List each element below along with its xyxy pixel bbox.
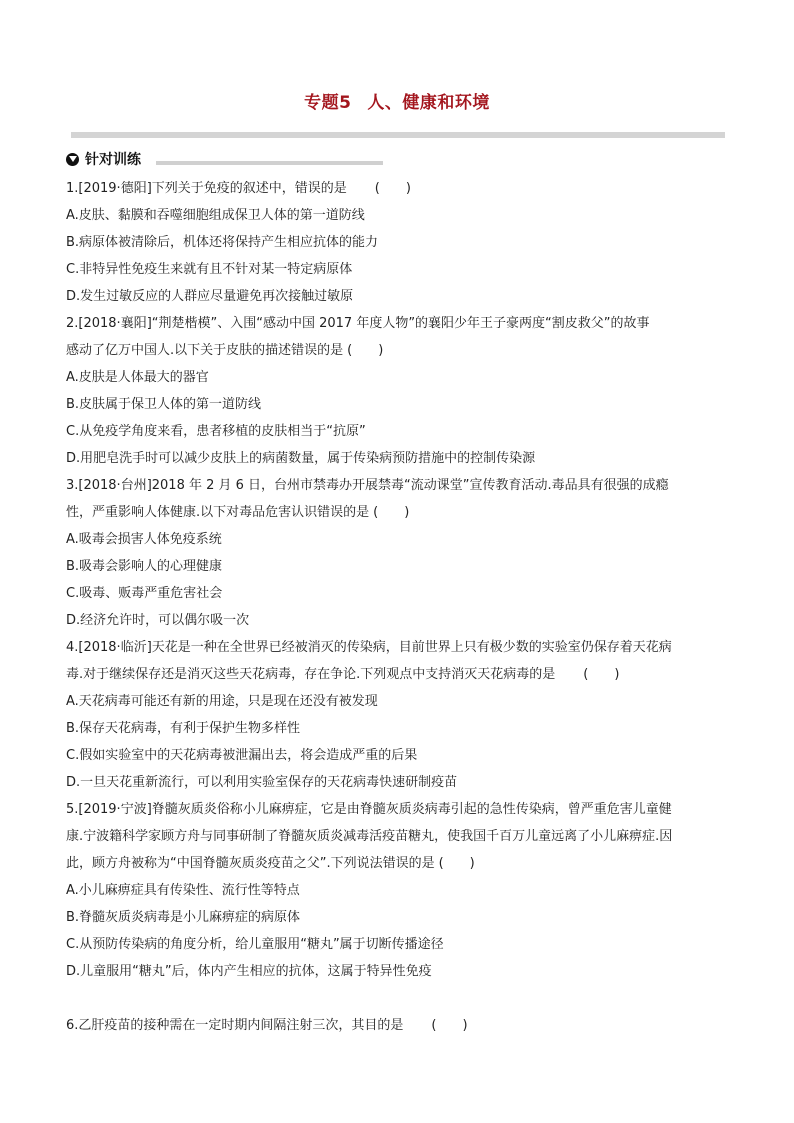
option-a: A.天花病毒可能还有新的用途，只是现在还没有被发现 bbox=[66, 694, 378, 709]
option-d: D.经济允许时，可以偶尔吸一次 bbox=[66, 613, 250, 628]
option-d: D.一旦天花重新流行，可以利用实验室保存的天花病毒快速研制疫苗 bbox=[66, 775, 458, 790]
question-stem: 1.[2019·德阳]下列关于免疫的叙述中，错误的是 ( ) bbox=[66, 181, 411, 196]
question-stem-line: 康.宁波籍科学家顾方舟与同事研制了脊髓灰质炎减毒活疫苗糖丸，使我国千百万儿童远离了小儿麻痹症.因 bbox=[66, 829, 673, 844]
triangle-down-icon bbox=[66, 153, 79, 166]
option-a: A.吸毒会损害人体免疫系统 bbox=[66, 532, 222, 547]
option-a: A.小儿麻痹症具有传染性、流行性等特点 bbox=[66, 883, 300, 898]
option-d: D.儿童服用“糖丸”后，体内产生相应的抗体，这属于特异性免疫 bbox=[66, 964, 432, 979]
option-b: B.保存天花病毒，有利于保护生物多样性 bbox=[66, 721, 301, 736]
option-c: C.非特异性免疫生来就有且不针对某一特定病原体 bbox=[66, 262, 353, 277]
question-4 bbox=[66, 634, 729, 796]
answer-bracket: ( ) bbox=[347, 343, 384, 358]
spacer bbox=[66, 985, 729, 1012]
option-b: B.皮肤属于保卫人体的第一道防线 bbox=[66, 397, 262, 412]
section-heading bbox=[66, 151, 141, 167]
answer-bracket: ( ) bbox=[438, 856, 475, 871]
topic-number: 专题5 bbox=[304, 93, 352, 113]
question-1 bbox=[66, 175, 729, 310]
question-stem: 毒.对于继续保存还是消灭这些天花病毒，存在争论.下列观点中支持消灭天花病毒的是 ( ) bbox=[66, 667, 620, 682]
option-d: D.用肥皂洗手时可以减少皮肤上的病菌数量，属于传染病预防措施中的控制传染源 bbox=[66, 451, 536, 466]
question-stem-line: 5.[2019·宁波]脊髓灰质炎俗称小儿麻痹症，它是由脊髓灰质炎病毒引起的急性传染病，曾严重危害儿童健 bbox=[66, 802, 672, 817]
option-c: C.假如实验室中的天花病毒被泄漏出去，将会造成严重的后果 bbox=[66, 748, 418, 763]
option-b: B.吸毒会影响人的心理健康 bbox=[66, 559, 223, 574]
option-d: D.发生过敏反应的人群应尽量避免再次接触过敏原 bbox=[66, 289, 354, 304]
option-b: B.病原体被清除后，机体还将保持产生相应抗体的能力 bbox=[66, 235, 379, 250]
question-2 bbox=[66, 310, 729, 472]
question-6 bbox=[66, 1012, 729, 1039]
page-title bbox=[0, 88, 794, 113]
option-c: C.从预防传染病的角度分析，给儿童服用“糖丸”属于切断传播途径 bbox=[66, 937, 444, 952]
option-c: C.从免疫学角度来看，患者移植的皮肤相当于“抗原” bbox=[66, 424, 366, 439]
section-label: 针对训练 bbox=[85, 152, 141, 168]
option-a: A.皮肤是人体最大的器官 bbox=[66, 370, 209, 385]
question-stem: 6.乙肝疫苗的接种需在一定时期内间隔注射三次，其目的是 ( ) bbox=[66, 1018, 468, 1033]
answer-bracket: ( ) bbox=[583, 667, 620, 682]
option-c: C.吸毒、贩毒严重危害社会 bbox=[66, 586, 223, 601]
title-divider bbox=[71, 132, 725, 138]
question-stem: 性，严重影响人体健康.以下对毒品危害认识错误的是 ( ) bbox=[66, 505, 410, 520]
question-stem-line: 3.[2018·台州]2018 年 2 月 6 日，台州市禁毒办开展禁毒“流动课堂”宣传教育活动.毒品具有很强的成瘾 bbox=[66, 478, 669, 493]
answer-bracket: ( ) bbox=[431, 1018, 468, 1033]
section-divider bbox=[156, 161, 383, 165]
option-b: B.脊髓灰质炎病毒是小儿麻痹症的病原体 bbox=[66, 910, 301, 925]
answer-bracket: ( ) bbox=[373, 505, 410, 520]
answer-bracket: ( ) bbox=[374, 181, 411, 196]
question-stem: 感动了亿万中国人.以下关于皮肤的描述错误的是 ( ) bbox=[66, 343, 384, 358]
question-stem-line: 2.[2018·襄阳]“荆楚楷模”、入围“感动中国 2017 年度人物”的襄阳少年王子豪两度“割皮救父”的故事 bbox=[66, 316, 650, 331]
topic-title: 人、健康和环境 bbox=[367, 93, 490, 113]
option-a: A.皮肤、黏膜和吞噬细胞组成保卫人体的第一道防线 bbox=[66, 208, 365, 223]
question-stem-line: 4.[2018·临沂]天花是一种在全世界已经被消灭的传染病，目前世界上只有极少数的实验室仍保存着天花病 bbox=[66, 640, 672, 655]
question-list bbox=[66, 175, 729, 1039]
question-5 bbox=[66, 796, 729, 985]
question-stem: 此，顾方舟被称为“中国脊髓灰质炎疫苗之父”.下列说法错误的是 ( ) bbox=[66, 856, 475, 871]
question-3 bbox=[66, 472, 729, 634]
